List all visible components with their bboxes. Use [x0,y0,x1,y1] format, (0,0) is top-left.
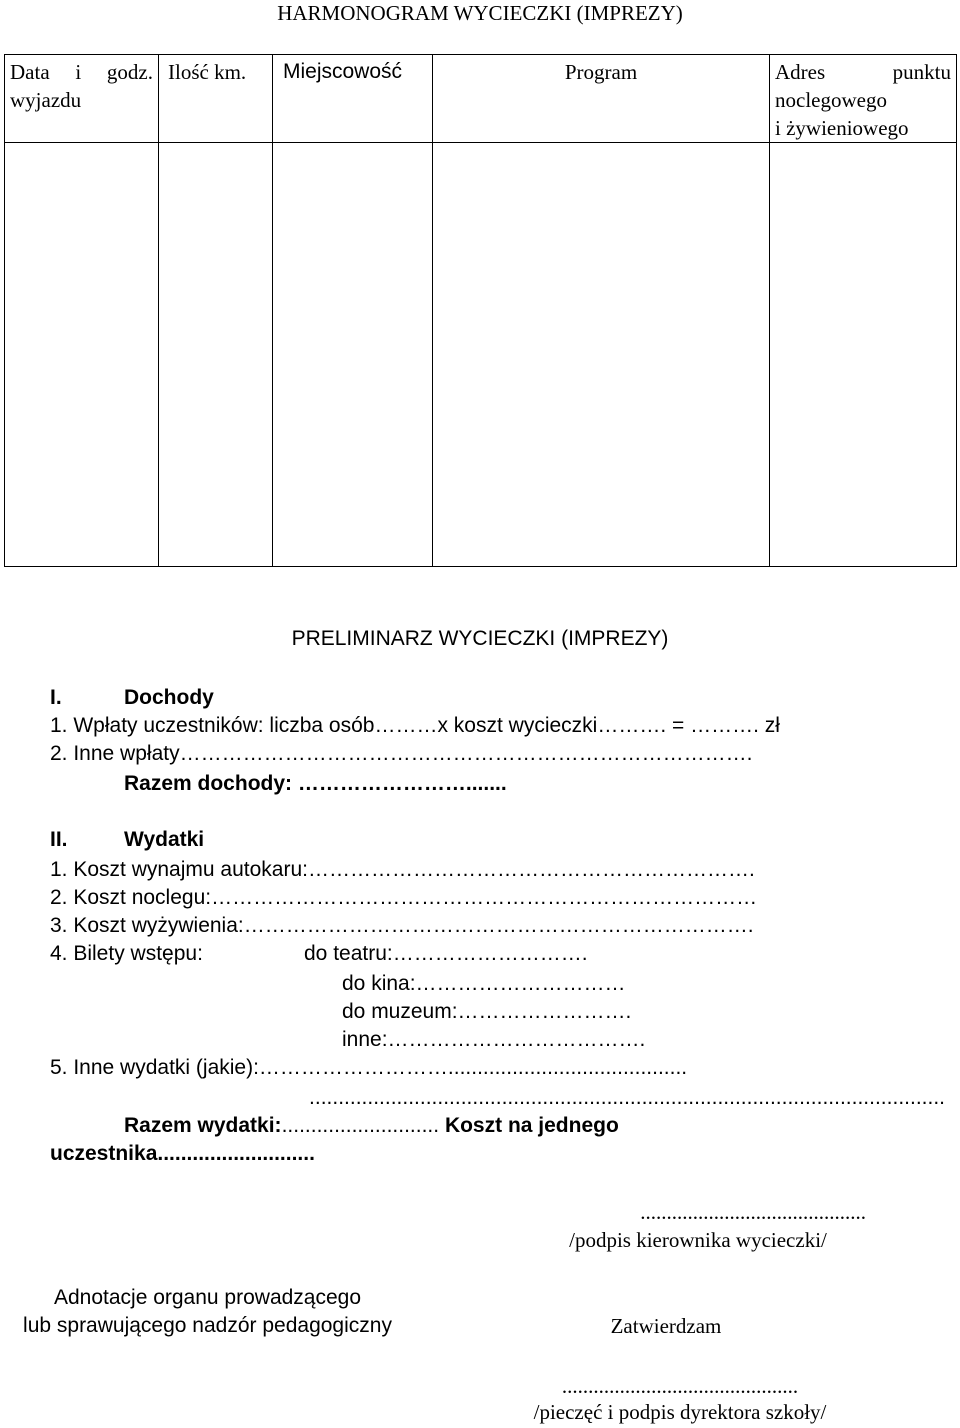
income-line-2: 2. Inne wpłaty………………………………………………………………………. [50,742,753,765]
income-heading: Dochody [124,686,214,709]
header-address-line2: noclegowego [775,88,887,112]
header-program: Program [564,60,638,84]
expenses-numeral: II. [50,828,68,851]
income-total-label: Razem dochody: ……………………....... [124,772,507,795]
body-cell-km[interactable] [159,143,273,567]
schedule-table [4,54,956,567]
expense-line-5: 5. Inne wydatki (jakie):………………………......................................... [50,1056,688,1079]
expense-line-5-continued: ............................................................................................................. [309,1086,945,1109]
approve-label: Zatwierdzam [610,1314,722,1338]
header-cell-place [273,55,433,143]
header-address-line1: Adres punktu [775,60,951,84]
expense-theatre: do teatru:………………………. [304,942,588,965]
expenses-total-dots: ........................... [281,1114,440,1137]
body-cell-place[interactable] [273,143,433,567]
header-km: Ilość km. [168,60,247,84]
expense-other: inne:………………………………. [342,1028,646,1051]
header-cell-address [770,55,957,143]
expenses-total [124,1112,619,1140]
header-date-line1: Data i godz. [10,60,153,84]
header-cell-date [5,55,159,143]
annotations-label-line2: lub sprawującego nadzór pedagogiczny [23,1314,392,1337]
header-cell-km [159,55,273,143]
header-date-line2: wyjazdu [10,88,82,112]
schedule-header-row [5,55,957,143]
director-signature-dots: ............................................. [561,1374,799,1398]
leader-signature-dots: ........................................... [640,1200,866,1224]
header-address-line3: i żywieniowego [775,116,909,140]
body-cell-program[interactable] [433,143,770,567]
expense-line-3: 3. Koszt wyżywienia:………………………………………………………………. [50,914,754,937]
director-signature-label: /pieczęć i podpis dyrektora szkoły/ [533,1400,827,1424]
schedule-body-row [5,143,957,567]
expense-line-4: 4. Bilety wstępu: [50,942,203,965]
body-cell-address[interactable] [770,143,957,567]
header-place: Miejscowość [283,60,403,83]
header-cell-program [433,55,770,143]
expense-museum: do muzeum:……………………. [342,1000,632,1023]
body-cell-date[interactable] [5,143,159,567]
income-total [124,770,507,798]
page-title: HARMONOGRAM WYCIECZKI (IMPREZY) [277,1,683,25]
expense-line-2: 2. Koszt noclegu:…………………………………………………………………… [50,886,758,909]
expense-line-1: 1. Koszt wynajmu autokaru:………………………………………………………. [50,858,755,881]
annotations-label-line1: Adnotacje organu prowadzącego [53,1286,362,1309]
leader-signature-label: /podpis kierownika wycieczki/ [569,1228,827,1252]
expense-cinema: do kina:………………………… [342,972,626,995]
expenses-total-label: Razem wydatki: [124,1114,282,1137]
expenses-heading: Wydatki [124,828,205,851]
income-numeral: I. [50,686,62,709]
per-person-label-2: uczestnika........................... [50,1142,315,1165]
per-person-label: Koszt na jednego [444,1114,619,1137]
income-line-1: 1. Wpłaty uczestników: liczba osób………x koszt wycieczki………. = ………. zł [50,714,780,737]
budget-title: PRELIMINARZ WYCIECZKI (IMPREZY) [291,627,669,650]
